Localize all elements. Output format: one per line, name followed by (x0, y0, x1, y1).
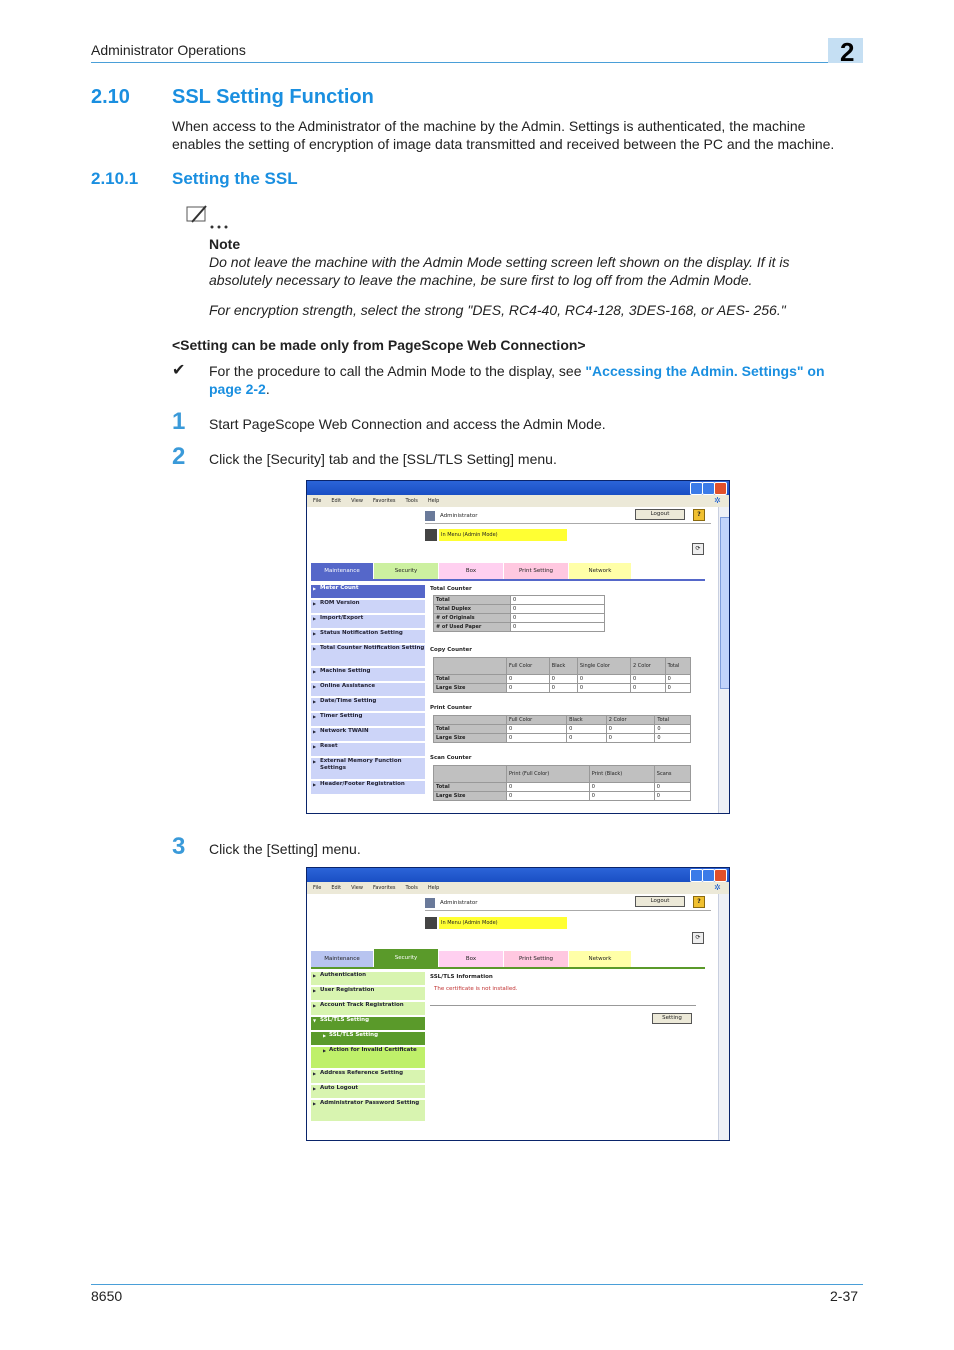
sidebar-item-status-notification[interactable]: ▶ Status Notification Setting (311, 630, 425, 644)
table-row (434, 725, 691, 734)
table-header: 2 Color (631, 658, 666, 675)
scan-counter-table (433, 765, 691, 801)
table-header: Full Color (507, 716, 567, 725)
copy-counter-table (433, 657, 691, 693)
screenshot-security (306, 867, 730, 1141)
refresh-icon[interactable]: ⟳ (692, 932, 704, 944)
table-cell: 0 (511, 623, 605, 632)
table-cell: 0 (665, 684, 690, 693)
table-cell-label: Large Size (434, 684, 507, 693)
table-row (434, 623, 605, 632)
sidebar-item-date-time[interactable]: ▶ Date/Time Setting (311, 698, 425, 712)
subsection-number: 2.10.1 (91, 169, 139, 188)
footer-model: 8650 (91, 1288, 123, 1304)
table-cell: 0 (654, 792, 690, 801)
table-cell: 0 (507, 792, 590, 801)
table-header: Full Color (507, 658, 550, 675)
table-header: Total (665, 658, 690, 675)
sidebar-maintenance (311, 585, 425, 805)
check-line2 (209, 380, 270, 398)
tab-print-setting[interactable]: Print Setting (504, 563, 568, 579)
sidebar-item-header-footer[interactable]: ▶ Header/Footer Registration (311, 781, 425, 795)
help-icon[interactable]: ? (693, 509, 705, 521)
sidebar-item-meter-count[interactable]: ▶ Meter Count (311, 585, 425, 599)
table-cell-label: Total (434, 675, 507, 684)
tab-security[interactable]: Security (374, 949, 438, 967)
table-cell: 0 (577, 684, 630, 693)
admin-settings-link[interactable]: "Accessing the Admin. Settings" on (585, 363, 825, 379)
sidebar-item-total-counter-notification[interactable]: ▶ Total Counter Notification Setting (311, 645, 425, 667)
tab-maintenance[interactable]: Maintenance (311, 951, 373, 967)
table-cell: 0 (507, 783, 590, 792)
admin-divider (425, 523, 711, 524)
total-counter-table (433, 595, 605, 632)
table-row (434, 792, 691, 801)
table-cell: 0 (511, 596, 605, 605)
title-bar (307, 481, 729, 495)
subsection-title: Setting the SSL (172, 169, 298, 188)
table-cell-label: Large Size (434, 734, 507, 743)
table-row (434, 658, 691, 675)
admin-divider (425, 910, 711, 911)
sidebar-item-import-export[interactable]: ▶ Import/Export (311, 615, 425, 629)
table-cell: 0 (589, 783, 654, 792)
pencil-note-icon (186, 204, 232, 230)
menu-edit[interactable]: Edit (331, 498, 342, 504)
sidebar-item-auto-logout[interactable]: ▶ Auto Logout (311, 1085, 425, 1099)
scan-counter-title: Scan Counter (430, 755, 472, 761)
sidebar-item-reset[interactable]: ▶ Reset (311, 743, 425, 757)
help-icon[interactable]: ? (693, 896, 705, 908)
tab-box[interactable]: Box (439, 563, 503, 579)
screenshot-maintenance (306, 480, 730, 814)
logout-button[interactable]: Logout (635, 509, 685, 520)
note-text-line2: absolutely necessary to leave the machine, be sure first to log off from the Admin Mode. (209, 272, 753, 288)
chapter-number: 2 (840, 37, 855, 67)
header-rule (91, 62, 863, 63)
table-row (434, 684, 691, 693)
scrollbar[interactable] (718, 507, 729, 813)
page-ref-link[interactable]: page 2-2 (209, 381, 266, 397)
print-counter-table (433, 715, 691, 743)
menu-file[interactable]: File (313, 498, 322, 504)
sidebar-item-network-twain[interactable]: ▶ Network TWAIN (311, 728, 425, 742)
printer-icon (425, 529, 437, 541)
menu-edit[interactable]: Edit (331, 885, 342, 891)
windows-logo-icon: ✲ (714, 496, 721, 505)
table-header: Total (655, 716, 691, 725)
menu-view[interactable]: View (351, 498, 363, 504)
table-row (434, 734, 691, 743)
step-2-text: Click the [Security] tab and the [SSL/TLS Setting] menu. (209, 451, 557, 467)
admin-label: Administrator (440, 900, 478, 906)
table-cell: 0 (549, 684, 577, 693)
sidebar-item-online-assistance[interactable]: ▶ Online Assistance (311, 683, 425, 697)
table-cell: 0 (567, 725, 607, 734)
admin-mode-banner: In Menu (Admin Mode) (439, 917, 567, 929)
sidebar-item-address-reference[interactable]: ▶ Address Reference Setting (311, 1070, 425, 1084)
ssl-info-title: SSL/TLS Information (430, 974, 493, 980)
refresh-icon[interactable]: ⟳ (692, 543, 704, 555)
menu-help[interactable]: Help (427, 498, 440, 504)
menu-tools[interactable]: Tools (405, 885, 418, 891)
footer-rule (91, 1284, 863, 1285)
table-header: Print (Black) (589, 766, 654, 783)
admin-icon (425, 511, 435, 521)
table-header: Black (567, 716, 607, 725)
table-header: Print (Full Color) (507, 766, 590, 783)
step-3-text: Click the [Setting] menu. (209, 841, 361, 857)
table-cell: 0 (577, 675, 630, 684)
check-period: . (265, 381, 270, 397)
section-number: 2.10 (91, 86, 130, 108)
table-header (434, 766, 507, 783)
footer-page-number: 2-37 (830, 1288, 859, 1304)
table-cell: 0 (507, 725, 567, 734)
table-row (434, 716, 691, 725)
ssl-info-message: The certificate is not installed. (434, 986, 518, 992)
menu-favorites[interactable]: Favorites (372, 498, 396, 504)
sidebar-subitem-invalid-certificate[interactable]: ▶ Action for Invalid Certificate (311, 1047, 425, 1069)
table-cell-label: Total (434, 783, 507, 792)
admin-mode-banner: In Menu (Admin Mode) (439, 529, 567, 541)
menu-help[interactable]: Help (427, 885, 440, 891)
table-cell: 0 (631, 675, 666, 684)
table-header (434, 716, 507, 725)
table-header: Black (549, 658, 577, 675)
tab-print-setting[interactable]: Print Setting (504, 951, 568, 967)
print-counter-title: Print Counter (430, 705, 472, 711)
table-header: Single Color (577, 658, 630, 675)
step-1-number: 1 (172, 408, 186, 435)
sidebar-security (311, 972, 425, 1132)
table-cell: 0 (511, 605, 605, 614)
sidebar-item-machine-setting[interactable]: ▶ Machine Setting (311, 668, 425, 682)
menu-favorites[interactable]: Favorites (372, 885, 396, 891)
check-line1 (209, 362, 825, 380)
table-cell-label: Total (434, 725, 507, 734)
windows-logo-icon: ✲ (714, 883, 721, 892)
menu-tools[interactable]: Tools (405, 498, 418, 504)
menu-view[interactable]: View (351, 885, 363, 891)
table-cell: 0 (631, 684, 666, 693)
tab-network[interactable]: Network (569, 563, 631, 579)
scrollbar[interactable] (718, 894, 729, 1140)
menu-bar (307, 882, 729, 894)
logout-button[interactable]: Logout (635, 896, 685, 907)
title-bar (307, 868, 729, 882)
table-header (434, 658, 507, 675)
table-cell-label: # of Originals (434, 614, 511, 623)
running-header: Administrator Operations (91, 42, 246, 58)
table-cell: 0 (507, 734, 567, 743)
setting-button[interactable]: Setting (652, 1013, 692, 1024)
check-text: For the procedure to call the Admin Mode to the display, see (209, 363, 586, 379)
table-cell: 0 (606, 734, 655, 743)
tab-box[interactable]: Box (439, 951, 503, 967)
sidebar-item-admin-password[interactable]: ▶ Administrator Password Setting (311, 1100, 425, 1122)
table-row (434, 605, 605, 614)
close-icon[interactable] (714, 869, 727, 882)
note-text-line1: Do not leave the machine with the Admin Mode setting screen left shown on the display. If it is (209, 254, 790, 270)
sidebar-item-user-registration[interactable]: ▶ User Registration (311, 987, 425, 1001)
sidebar-item-rom-version[interactable]: ▶ ROM Version (311, 600, 425, 614)
table-cell-label: # of Used Paper (434, 623, 511, 632)
table-cell: 0 (511, 614, 605, 623)
table-row (434, 614, 605, 623)
step-3-number: 3 (172, 833, 186, 860)
table-cell-label: Total Duplex (434, 605, 511, 614)
table-cell: 0 (567, 734, 607, 743)
table-cell: 0 (655, 725, 691, 734)
setting-heading: <Setting can be made only from PageScope Web Connection> (172, 337, 586, 353)
sidebar-subitem-ssl-tls-setting[interactable]: ▶ SSL/TLS Setting (311, 1032, 425, 1046)
menu-bar (307, 495, 729, 507)
sidebar-item-external-memory[interactable]: ▶ External Memory Function Settings (311, 758, 425, 780)
table-cell: 0 (507, 675, 550, 684)
step-1-text: Start PageScope Web Connection and access the Admin Mode. (209, 416, 606, 432)
table-cell-label: Total (434, 596, 511, 605)
copy-counter-title: Copy Counter (430, 647, 472, 653)
table-row (434, 675, 691, 684)
close-icon[interactable] (714, 482, 727, 495)
table-cell: 0 (549, 675, 577, 684)
step-2-number: 2 (172, 443, 186, 470)
note-label: Note (209, 236, 241, 252)
note-text-encryption: For encryption strength, select the strong "DES, RC4-40, RC4-128, 3DES-168, or AES- 256." (209, 302, 786, 318)
total-counter-title: Total Counter (430, 586, 472, 592)
section-intro-line2: enables the setting of encryption of image data transmitted and received between the PC and the machine. (172, 136, 835, 152)
ssl-divider (430, 1005, 696, 1006)
section-intro-line1: When access to the Administrator of the machine by the Admin. Settings is authenticated, the machine (172, 118, 806, 134)
scroll-thumb[interactable] (720, 517, 730, 689)
admin-icon (425, 898, 435, 908)
sidebar-item-ssl-tls-setting[interactable]: ▼ SSL/TLS Setting (311, 1017, 425, 1031)
table-header: 2 Color (606, 716, 655, 725)
tab-underline (311, 579, 705, 581)
table-cell: 0 (507, 684, 550, 693)
admin-label: Administrator (440, 513, 478, 519)
sidebar-item-timer-setting[interactable]: ▶ Timer Setting (311, 713, 425, 727)
check-mark-icon: ✔ (172, 362, 186, 379)
table-row (434, 783, 691, 792)
table-row (434, 596, 605, 605)
tab-network[interactable]: Network (569, 951, 631, 967)
printer-icon (425, 917, 437, 929)
tab-maintenance[interactable]: Maintenance (311, 563, 373, 579)
table-cell: 0 (665, 675, 690, 684)
menu-file[interactable]: File (313, 885, 322, 891)
table-cell: 0 (655, 734, 691, 743)
tab-security[interactable]: Security (374, 563, 438, 579)
tab-underline (311, 967, 705, 969)
table-header: Scans (654, 766, 690, 783)
table-cell: 0 (589, 792, 654, 801)
sidebar-item-account-track[interactable]: ▶ Account Track Registration (311, 1002, 425, 1016)
table-cell-label: Large Size (434, 792, 507, 801)
table-row (434, 766, 691, 783)
sidebar-item-authentication[interactable]: ▶ Authentication (311, 972, 425, 986)
table-cell: 0 (654, 783, 690, 792)
section-title: SSL Setting Function (172, 86, 374, 108)
table-cell: 0 (606, 725, 655, 734)
